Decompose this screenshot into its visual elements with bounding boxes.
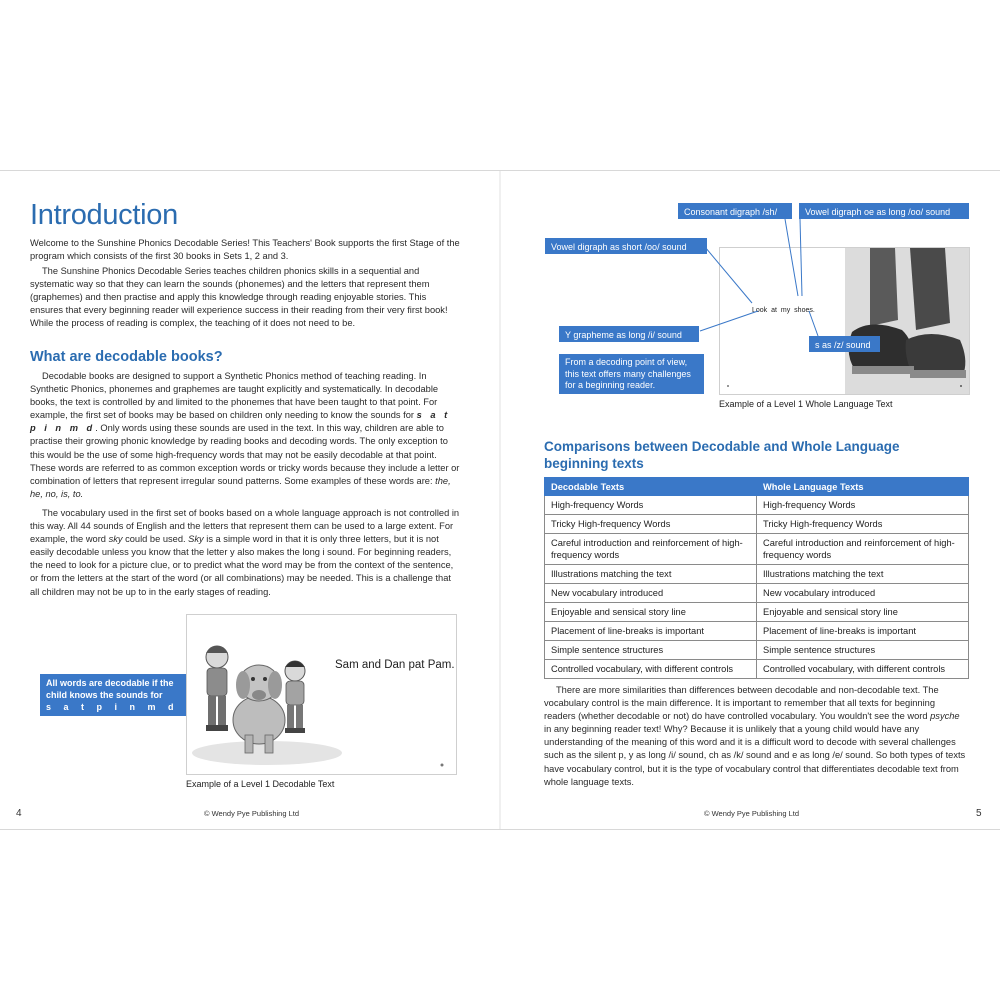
comparison-heading: Comparisons between Decodable and Whole Language beginning texts [544, 439, 900, 471]
callout-vowel-digraph-short: Vowel digraph as short /oo/ sound [545, 238, 707, 254]
table-cell: Simple sentence structures [757, 641, 969, 660]
section-heading-decodable: What are decodable books? [30, 349, 223, 365]
decodable-caption: Example of a Level 1 Decodable Text [186, 779, 335, 789]
table-row [545, 660, 969, 679]
whole-language-sentence: Look at my shoes. [752, 307, 815, 314]
table-cell: New vocabulary introduced [757, 584, 969, 603]
page-number-right: 5 [976, 808, 982, 819]
column-header-decodable: Decodable Texts [545, 478, 757, 496]
decodable-callout: All words are decodable if the child knows the sounds for s a t p i n m d [40, 674, 186, 716]
table-header-row [545, 478, 969, 496]
intro-paragraph-2: The Sunshine Phonics Decodable Series teaches children phonics skills in a sequential and systematic way so that they can learn the sounds (phonemes) and the letters that represent them (graphemes) and then practise and apply this knowledge through reading enjoyable stories. This ensures that every beginning reader will experience success in their reading from their very first book! While the process of reading is complex, the teaching of it does not need to be. [30, 266, 448, 329]
table-cell: Illustrations matching the text [757, 565, 969, 584]
table-cell: Controlled vocabulary, with different controls [757, 660, 969, 679]
table-row [545, 641, 969, 660]
page-title: Introduction [30, 199, 178, 231]
book-spread [0, 170, 1000, 830]
table-cell: Tricky High-frequency Words [545, 515, 757, 534]
closing-paragraph: There are more similarities than differences between decodable and non-decodable text. The vocabulary control is the main difference. It is important to remember that all texts for beginning readers (whether decodable or not) do have controlled vocabulary. You wouldn't see the word psyche in any beginning reader text! Why? Because it is unlikely that a young child would have any understanding of the meaning of this word and it is a difficult word to decode with several challenges such as the silent p, y as long /i/ sound, ch as /k/ sound and e as long /e/ sound. So both types of texts have vocabulary control, but it is the type of vocabulary control that differentiates decodable text from whole language texts. [544, 685, 966, 787]
page-number-left: 4 [16, 808, 22, 819]
decodable-paragraph-2: The vocabulary used in the first set of books based on a whole language approach is not controlled in this way. All 44 sounds of English and the letters that represent them can be used to a large extent. For example, the word sky could be used. Sky is a simple word in that it is only three letters, but it is not easily decodable unless you know that the letter y also makes the long i sound. For beginning readers, the need to look for a picture clue, or to predict what the word may be from the context of the sentence, or from the letters at the start of the word (or all combinations) may be needed. This is a challenge that all children may not be up to in the early stages of reading. [30, 508, 460, 597]
table-row [545, 515, 969, 534]
table-cell: Enjoyable and sensical story line [545, 603, 757, 622]
left-page [0, 171, 500, 829]
whole-language-caption: Example of a Level 1 Whole Language Text [719, 399, 893, 409]
table-cell: Placement of line-breaks is important [545, 622, 757, 641]
table-row [545, 584, 969, 603]
table-cell: High-frequency Words [757, 496, 969, 515]
comparison-table [544, 477, 969, 679]
right-page [500, 171, 1000, 829]
table-cell: Placement of line-breaks is important [757, 622, 969, 641]
table-row [545, 565, 969, 584]
table-cell: New vocabulary introduced [545, 584, 757, 603]
table-cell: Enjoyable and sensical story line [757, 603, 969, 622]
callout-s-as-z: s as /z/ sound [809, 336, 880, 352]
copyright-right: © Wendy Pye Publishing Ltd [704, 809, 800, 818]
copyright-left: © Wendy Pye Publishing Ltd [204, 809, 300, 818]
table-row [545, 603, 969, 622]
table-row [545, 534, 969, 565]
intro-paragraph-1: Welcome to the Sunshine Phonics Decodable Series! This Teachers' Book supports the first Stage of the program which consists of the first 30 books in Sets 1, 2 and 3. [30, 238, 460, 262]
table-cell: Tricky High-frequency Words [757, 515, 969, 534]
phoneme-list: s a t p i n m d [30, 410, 451, 434]
callout-decoding-challenges: From a decoding point of view, this text offers many challenges for a beginning reader. [559, 354, 704, 394]
children-with-dog-illustration [187, 615, 456, 774]
table-cell: High-frequency Words [545, 496, 757, 515]
callout-consonant-digraph: Consonant digraph /sh/ [678, 203, 792, 219]
decodable-illustration [186, 614, 457, 775]
table-cell: Simple sentence structures [545, 641, 757, 660]
table-cell: Careful introduction and reinforcement of high-frequency words [757, 534, 969, 565]
table-row [545, 496, 969, 515]
decodable-paragraph-1: Decodable books are designed to support a Synthetic Phonics method of teaching reading. In Synthetic Phonics, phonemes and graphemes are taught explicitly and systematically. In decodable books, the text is controlled by and limited to the phonemes that have been taught to that point. For example, the first set of books may be based on children only needing to know the sounds for s a t p i n m d. Only words using these sounds are used in the text. In this way, children are able to practise their growing phonic knowledge by reading books and decoding words. The only exception to this would be the use of some high-frequency words that may not be easily decodable at that point. These words are referred to as common exception words or tricky words because they include a letter or combination of letters that represent irregular sound patterns. Some examples of these words are: the, he, no, is, to. [30, 371, 460, 499]
table-cell: Illustrations matching the text [545, 565, 757, 584]
illustration-sentence: Sam and Dan pat Pam. [335, 659, 455, 671]
callout-y-grapheme: Y grapheme as long /i/ sound [559, 326, 699, 342]
callout-vowel-digraph-oe: Vowel digraph oe as long /oo/ sound [799, 203, 969, 219]
table-row [545, 622, 969, 641]
table-cell: Controlled vocabulary, with different controls [545, 660, 757, 679]
table-cell: Careful introduction and reinforcement of high-frequency words [545, 534, 757, 565]
column-header-whole-language: Whole Language Texts [757, 478, 969, 496]
